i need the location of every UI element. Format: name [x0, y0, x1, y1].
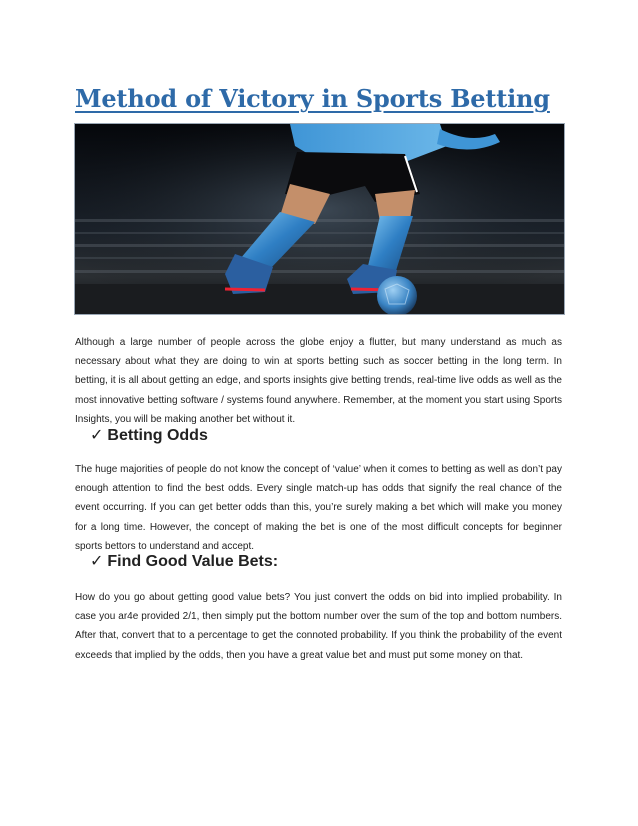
section-heading-value-bets	[90, 551, 278, 571]
section-heading-label: Find Good Value Bets:	[107, 553, 279, 570]
page-title: Method of Victory in Sports Betting	[75, 84, 550, 113]
checkmark-icon: ✓	[90, 427, 104, 444]
soccer-player-photo	[75, 124, 564, 314]
checkmark-icon: ✓	[90, 553, 104, 570]
section-heading-betting-odds	[90, 425, 208, 445]
hero-image	[74, 123, 565, 315]
value-bets-paragraph: How do you go about getting good value bets? You just convert the odds on bid into implied probability. In case you ar4e provided 2/1, then simply put the bottom number over the sum of the top and bottom numbers. After that, convert that to a percentage to get the connoted probability. If you think the probability of the event exceeds that implied by the odds, then you have a great value bet and must put some money on that.	[75, 592, 562, 661]
intro-paragraph: Although a large number of people across the globe enjoy a flutter, but many understand as much as necessary about what they are doing to win at sports betting such as soccer betting in the long term. In betting, it is all about getting an edge, and sports insights give betting trends, real-time live odds as well as the most innovative betting software / systems found anywhere. Remember, at the moment you start using Sports Insights, you will be making another bet without it.	[75, 337, 562, 425]
section-heading-label: Betting Odds	[107, 427, 208, 444]
betting-odds-paragraph: The huge majorities of people do not know the concept of ‘value’ when it comes to betting as well as don’t pay enough attention to find the best odds. Every single match-up has odds that signify the real chance of the event occurring. If you can get better odds than this, you’re surely making a bet which will make you money for a long time. However, the concept of making the bet is one of the most difficult concepts for beginner sports bettors to understand and accept.	[75, 464, 562, 552]
